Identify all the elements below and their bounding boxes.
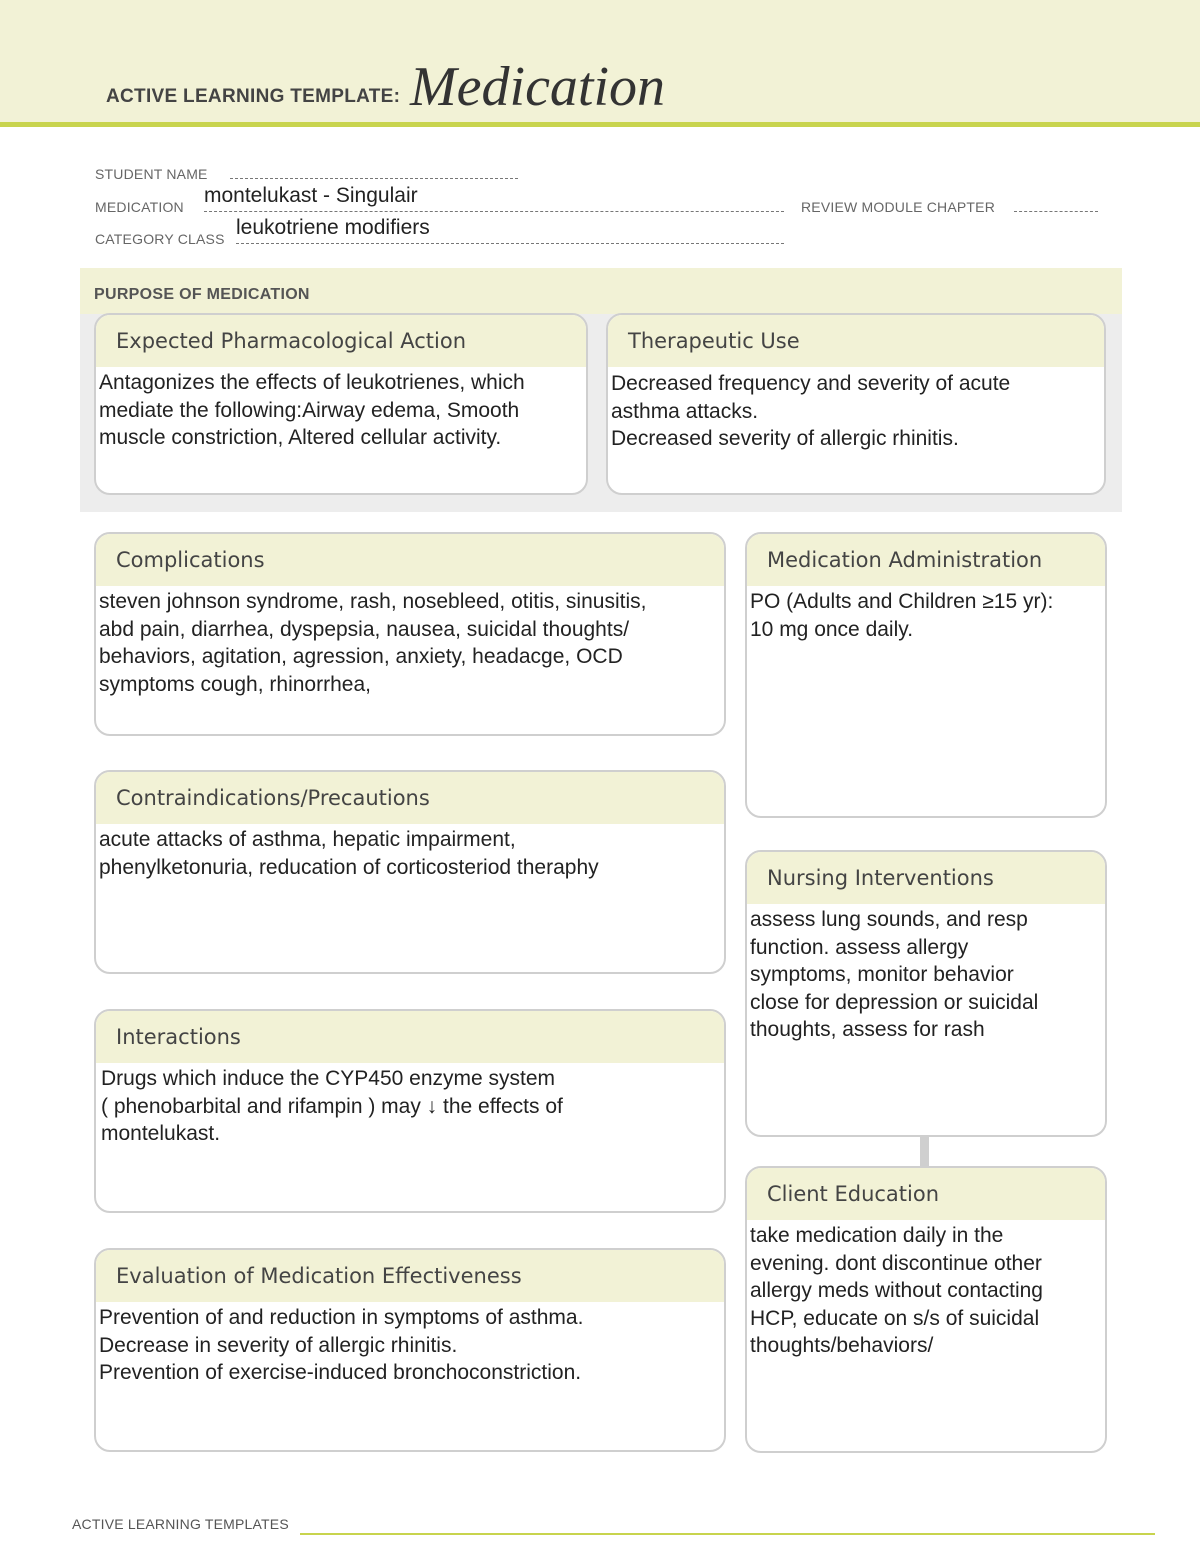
expected-action-title: Expected Pharmacological Action	[96, 315, 586, 367]
nursing-text[interactable]: assess lung sounds, and resp function. assess allergy symptoms, monitor behavior close for depression or suicidal thoughts, assess for rash	[750, 908, 1039, 1041]
complications-title: Complications	[96, 534, 724, 586]
nursing-box	[745, 850, 1107, 1137]
review-module-line	[1014, 211, 1098, 212]
medication-field[interactable]: montelukast - Singulair	[204, 184, 418, 207]
contraindications-title: Contraindications/Precautions	[96, 772, 724, 824]
category-class-field[interactable]: leukotriene modifiers	[236, 216, 430, 239]
client-education-title: Client Education	[747, 1168, 1105, 1220]
nursing-title: Nursing Interventions	[747, 852, 1105, 904]
review-module-label: REVIEW MODULE CHAPTER	[801, 199, 995, 215]
expected-action-box	[94, 313, 588, 495]
student-name-label: STUDENT NAME	[95, 166, 208, 182]
column-connector	[920, 1136, 929, 1166]
complications-box	[94, 532, 726, 736]
therapeutic-use-box	[606, 313, 1106, 495]
evaluation-box	[94, 1248, 726, 1452]
client-education-text[interactable]: take medication daily in the evening. dont discontinue other allergy meds without contacting HCP, educate on s/s of suicidal thoughts/behaviors/	[750, 1224, 1043, 1357]
evaluation-text[interactable]: Prevention of and reduction in symptoms of asthma. Decrease in severity of allergic rhinitis. Prevention of exercise-induced bronchoconstriction.	[99, 1306, 584, 1384]
medication-line	[204, 211, 784, 212]
contraindications-text[interactable]: acute attacks of asthma, hepatic impairment, phenylketonuria, reducation of corticosteriod theraphy	[99, 828, 599, 879]
category-class-label: CATEGORY CLASS	[95, 231, 225, 247]
therapeutic-use-title: Therapeutic Use	[608, 315, 1104, 367]
template-label: ACTIVE LEARNING TEMPLATE:	[106, 86, 401, 107]
administration-box	[745, 532, 1107, 818]
complications-text[interactable]: steven johnson syndrome, rash, nosebleed, otitis, sinusitis, abd pain, diarrhea, dyspepsia, nausea, suicidal thoughts/ behaviors, agitation, agression, anxiety, headacge, OCD symptoms cough, rhinorrhea,	[99, 590, 647, 696]
administration-title: Medication Administration	[747, 534, 1105, 586]
footer-text: ACTIVE LEARNING TEMPLATES	[72, 1516, 289, 1532]
administration-text[interactable]: PO (Adults and Children ≥15 yr): 10 mg once daily.	[750, 590, 1054, 641]
client-education-box	[745, 1166, 1107, 1453]
interactions-text[interactable]: Drugs which induce the CYP450 enzyme system ( phenobarbital and rifampin ) may ↓ the effects of montelukast.	[101, 1067, 563, 1145]
therapeutic-use-text[interactable]: Decreased frequency and severity of acute asthma attacks. Decreased severity of allergic rhinitis.	[611, 372, 1011, 450]
evaluation-title: Evaluation of Medication Effectiveness	[96, 1250, 724, 1302]
contraindications-box	[94, 770, 726, 974]
page-title: Medication	[410, 56, 666, 118]
student-name-line	[230, 178, 518, 179]
interactions-box	[94, 1009, 726, 1213]
header-rule	[0, 122, 1200, 127]
expected-action-text[interactable]: Antagonizes the effects of leukotrienes, which mediate the following:Airway edema, Smooth muscle constriction, Altered cellular activity.	[99, 371, 525, 449]
category-class-line	[236, 243, 784, 244]
purpose-title: PURPOSE OF MEDICATION	[94, 286, 310, 303]
medication-label: MEDICATION	[95, 199, 184, 215]
footer-rule	[300, 1533, 1155, 1535]
interactions-title: Interactions	[96, 1011, 724, 1063]
